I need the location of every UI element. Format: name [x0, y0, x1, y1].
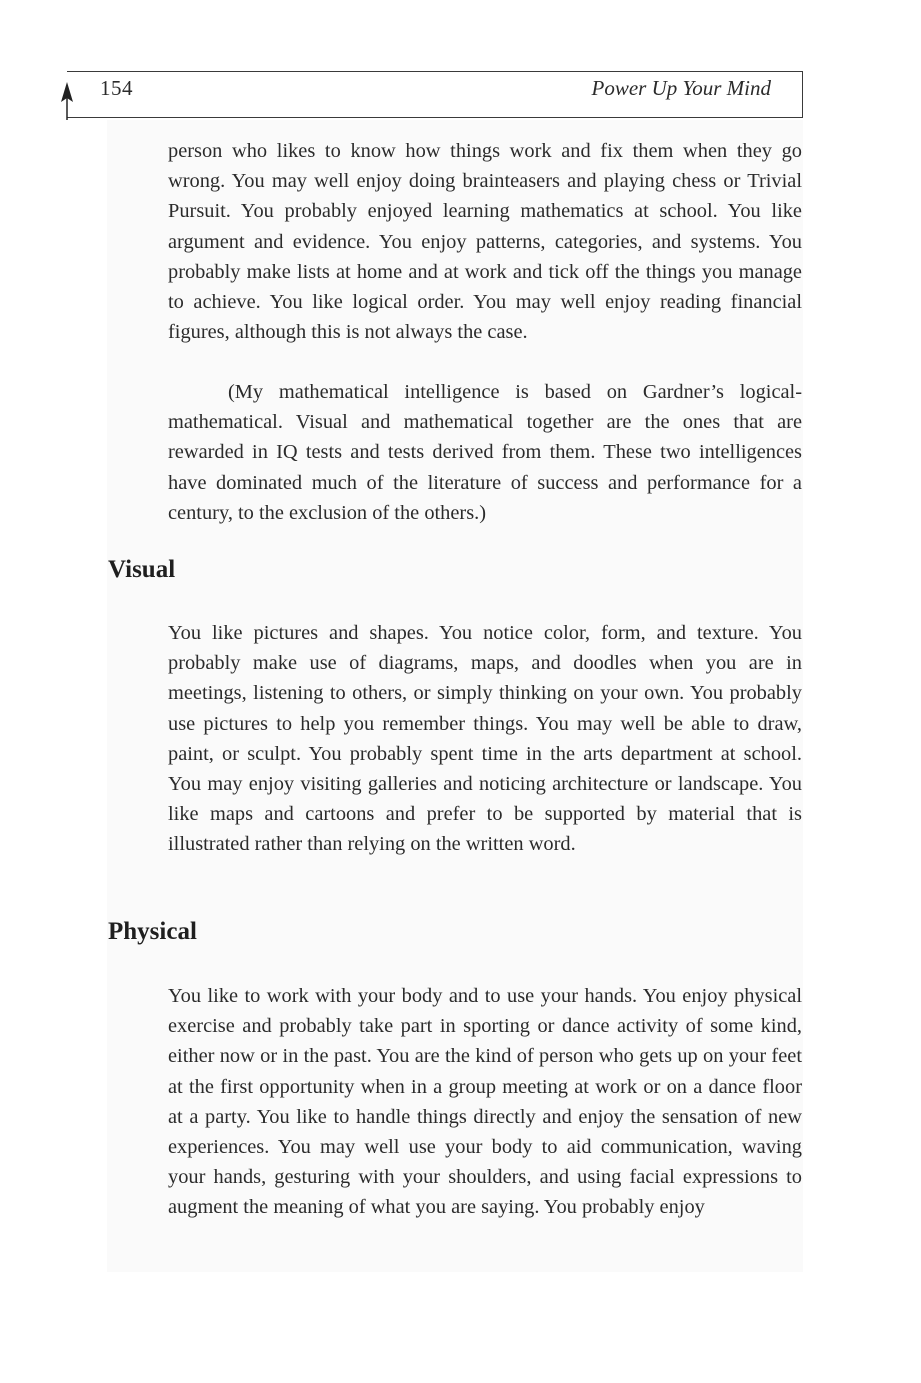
physical-paragraph: You like to work with your body and to use your hands. You enjoy physical exercise and probably take part in sporting or dance activity of some kind, either now or in the past. You are the kind of person who gets up on your feet at the first opportunity when in a group meeting at work or on a dance floor at a party. You like to handle things directly and enjoy the sensation of new experiences. You may well use your body to aid communication, waving your hands, gesturing with your shoulders, and using facial expressions to augment the meaning of what you are saying. You probably enjoy [168, 985, 802, 1219]
running-title: Power Up Your Mind [591, 76, 771, 100]
intro-paragraph: person who likes to know how things work and fix them when they go wrong. You may well enjoy doing brainteasers and playing chess or Trivial Pursuit. You probably enjoyed learning mathematics at school. You like argument and evidence. You enjoy patterns, categories, and systems. You probably make lists at home and at work and tick off the things you manage to achieve. You like logical order. You may well enjoy reading financial figures, although this is not always the case. [168, 140, 802, 344]
note-paragraph: (My mathematical intelligence is based on Gardner’s logical-mathematical. Visual and mathematical together are the ones that are rewarded in IQ tests and tests derived from them. These two intelligences have dominated much of the literature of success and performance for a century, to the exclusion of the others.) [168, 381, 802, 524]
section-heading-physical: Physical [108, 918, 197, 945]
section-heading-visual: Visual [108, 556, 176, 583]
page-number: 154 [100, 76, 133, 100]
visual-paragraph: You like pictures and shapes. You notice color, form, and texture. You probably make use of diagrams, maps, and doodles when you are in meetings, listening to others, or simply thinking on your own. You probably use pictures to help you remember things. You may well be able to draw, paint, or sculpt. You probably spent time in the arts department at school. You may enjoy visiting galleries and noticing architecture or landscape. You like maps and cartoons and prefer to be supported by material that is illustrated rather than relying on the written word. [168, 622, 802, 856]
arrow-up-icon [60, 82, 74, 120]
